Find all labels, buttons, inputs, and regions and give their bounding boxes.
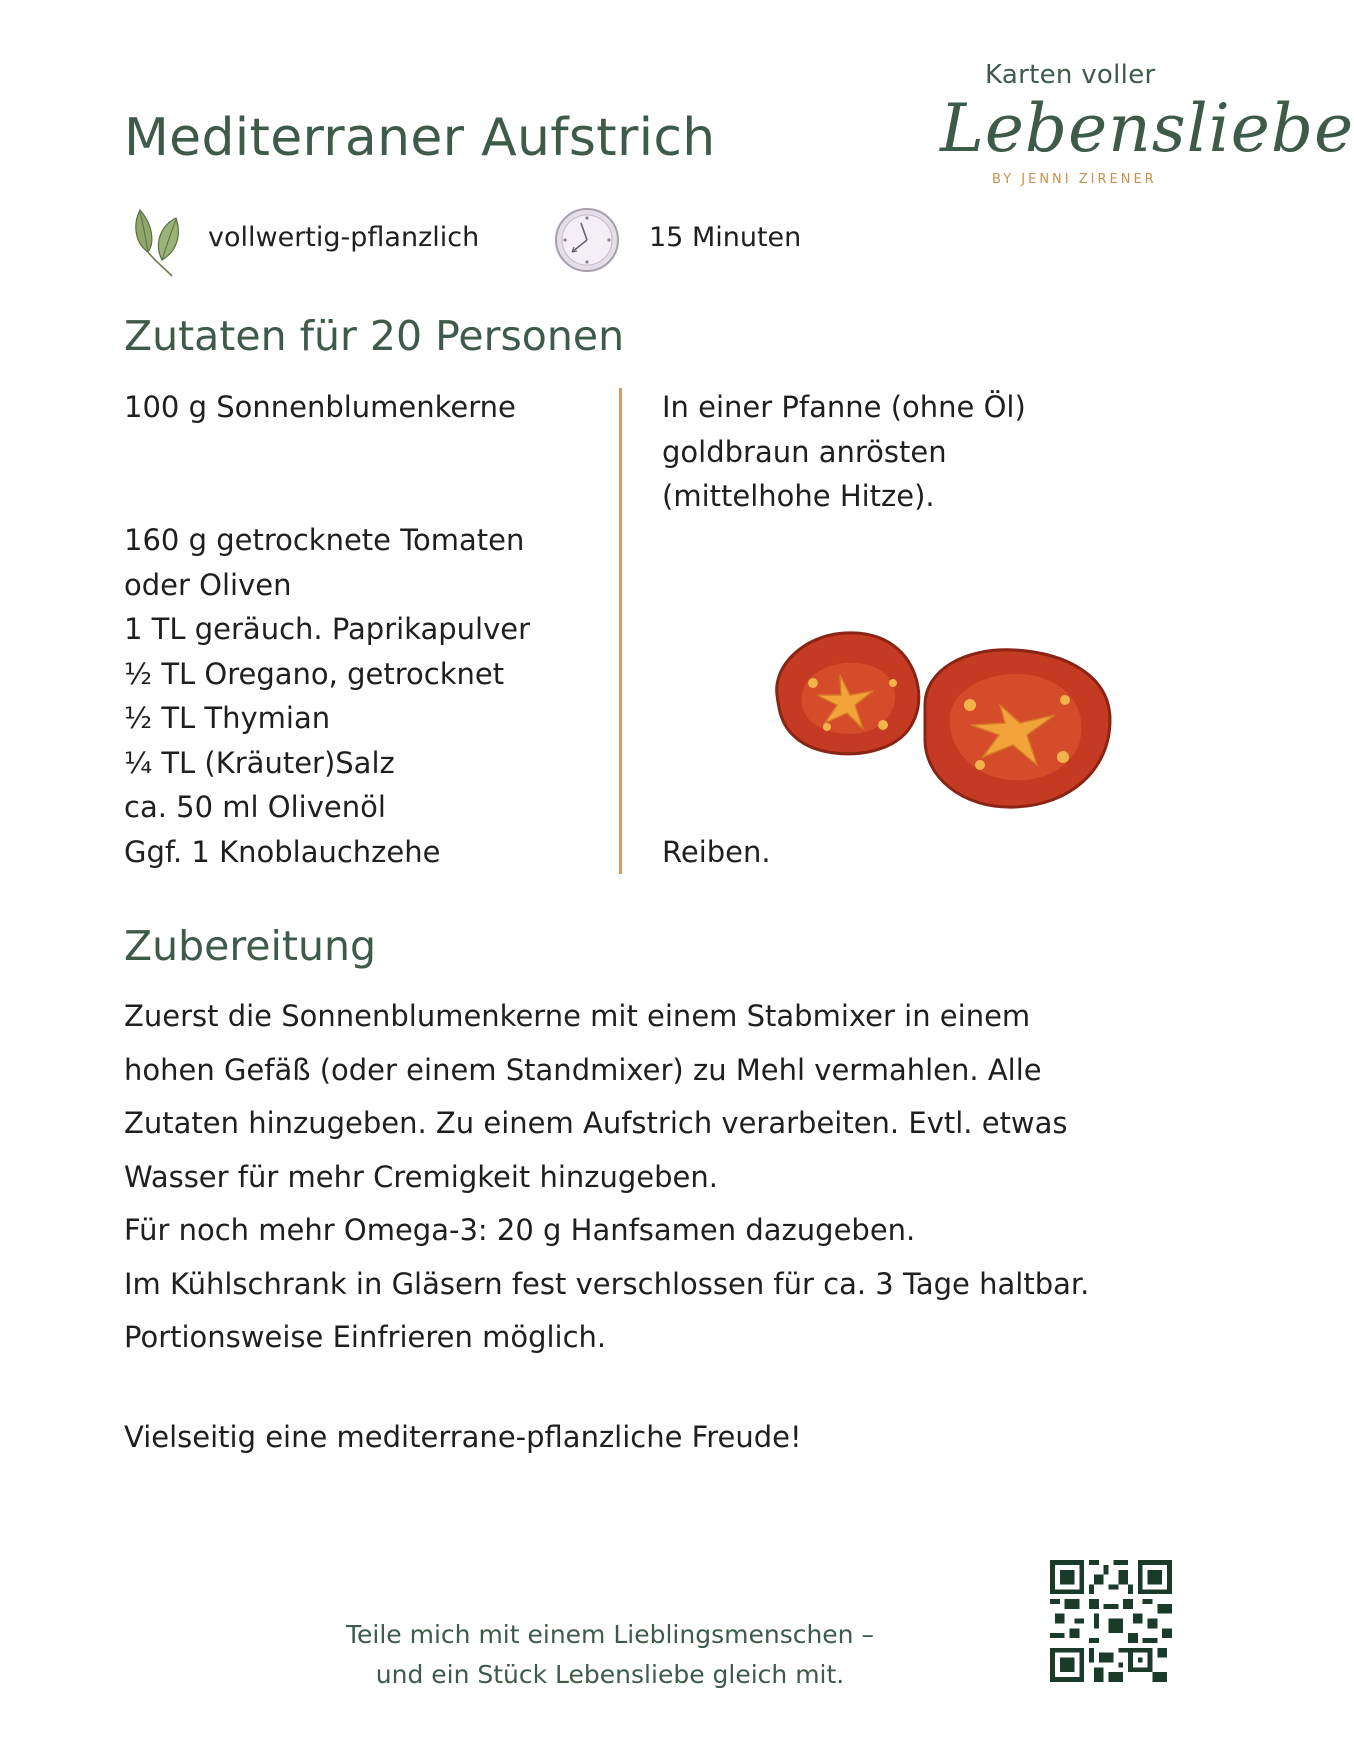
preparation-text	[124, 990, 1089, 1365]
ingredient-line: 1 TL geräuch. Paprikapulver	[124, 612, 531, 646]
ingredient-line: oder Oliven	[124, 567, 292, 602]
step-grate: Reiben.	[662, 835, 771, 869]
page-title: Mediterraner Aufstrich	[124, 108, 716, 168]
column-divider	[619, 388, 622, 874]
ingredient-line: ¼ TL (Kräuter)Salz	[124, 745, 395, 780]
preparation-line: hohen Gefäß (oder einem Standmixer) zu Mehl vermahlen. Alle	[124, 1052, 1042, 1087]
preparation-line: Wasser für mehr Cremigkeit hinzugeben.	[124, 1159, 718, 1194]
ingredient-line: Ggf. 1 Knoblauchzehe	[124, 834, 441, 869]
step-line: In einer Pfanne (ohne Öl)	[662, 390, 1026, 424]
ingredient-line: ½ TL Thymian	[124, 701, 331, 735]
closing-line: Vielseitig eine mediterrane-pflanzliche Freude!	[124, 1420, 802, 1454]
ingredient-group-2	[124, 518, 530, 874]
ingredient-group-1	[124, 385, 516, 430]
ingredient-line: ca. 50 ml Olivenöl	[124, 790, 386, 824]
step-line: (mittelhohe Hitze).	[662, 479, 935, 513]
ingredient-line: 160 g getrocknete Tomaten	[124, 523, 525, 557]
preparation-line: Zuerst die Sonnenblumenkerne mit einem Stabmixer in einem	[124, 999, 1031, 1033]
brand-author: BY JENNI ZIRENER	[992, 172, 1157, 187]
time-label: 15 Minuten	[649, 222, 802, 253]
preparation-line: Portionsweise Einfrieren möglich.	[124, 1320, 607, 1354]
ingredient-line: ½ TL Oregano, getrocknet	[124, 656, 505, 691]
dried-tomato-illustration	[765, 625, 1125, 825]
clock-icon	[553, 206, 621, 274]
diet-label: vollwertig-pflanzlich	[208, 222, 480, 253]
step-line: goldbraun anrösten	[662, 434, 947, 469]
footer-line: und ein Stück Lebensliebe gleich mit.	[375, 1660, 845, 1689]
qr-code[interactable]	[1050, 1560, 1172, 1682]
leaf-icon	[132, 204, 186, 278]
brand-tagline: Karten voller	[985, 60, 1156, 90]
preparation-line: Zutaten hinzugeben. Zu einem Aufstrich verarbeiten. Evtl. etwas	[124, 1106, 1068, 1140]
preparation-heading: Zubereitung	[124, 922, 376, 970]
footer-message	[300, 1615, 920, 1695]
ingredients-heading: Zutaten für 20 Personen	[124, 312, 625, 360]
footer-line: Teile mich mit einem Lieblingsmenschen –	[346, 1620, 874, 1649]
ingredient-line: 100 g Sonnenblumenkerne	[124, 390, 516, 424]
preparation-line: Im Kühlschrank in Gläsern fest verschlossen für ca. 3 Tage haltbar.	[124, 1266, 1090, 1301]
step-roast	[662, 385, 1026, 519]
preparation-line: Für noch mehr Omega-3: 20 g Hanfsamen dazugeben.	[124, 1213, 916, 1247]
brand-logo-script: Lebensliebe	[940, 90, 1354, 167]
